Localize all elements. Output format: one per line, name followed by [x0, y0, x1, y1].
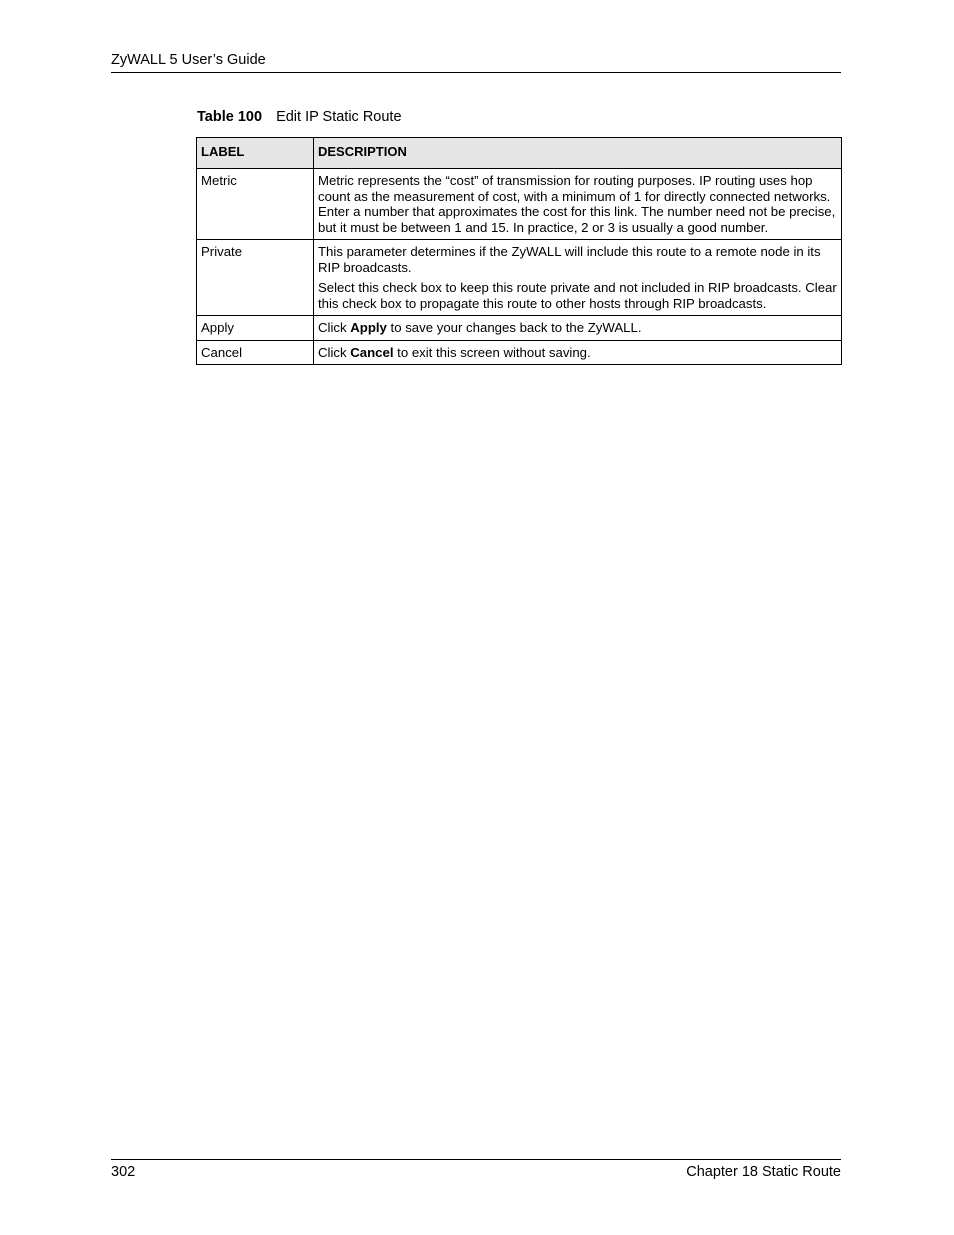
- description-bold-term: Apply: [350, 320, 387, 335]
- table-title: Edit IP Static Route: [276, 109, 402, 125]
- description-text: to save your changes back to the ZyWALL.: [386, 320, 642, 335]
- description-paragraph: [318, 280, 837, 311]
- table-row: [197, 316, 842, 341]
- table-row: [197, 340, 842, 365]
- document-title: ZyWALL 5 User’s Guide: [111, 52, 266, 68]
- description-text: This parameter determines if the ZyWALL will include this route to a remote node in its RIP broadcasts.: [318, 244, 821, 275]
- page-number: 302: [111, 1164, 136, 1180]
- page-footer: [111, 1159, 841, 1181]
- description-paragraph: [318, 345, 837, 361]
- table-row: [197, 240, 842, 316]
- description-bold-term: Cancel: [350, 344, 394, 360]
- row-label: Private: [197, 240, 314, 316]
- chapter-title: Chapter 18 Static Route: [686, 1164, 841, 1180]
- description-text: Click: [318, 344, 351, 360]
- row-description: [314, 240, 842, 316]
- table-number: Table 100: [197, 109, 263, 125]
- row-label: Cancel: [197, 340, 314, 365]
- description-paragraph: [318, 320, 837, 336]
- table-row: [197, 169, 842, 240]
- column-header-label: LABEL: [197, 138, 314, 169]
- row-label: Apply: [197, 316, 314, 341]
- description-table: [196, 137, 842, 365]
- description-paragraph: [318, 244, 837, 275]
- table-header-row: [197, 138, 842, 169]
- column-header-description: DESCRIPTION: [314, 138, 842, 169]
- row-label: Metric: [197, 169, 314, 240]
- row-description: [314, 169, 842, 240]
- description-text: to exit this screen without saving.: [393, 344, 591, 360]
- row-description: [314, 316, 842, 341]
- row-description: [314, 340, 842, 365]
- description-paragraph: [318, 173, 837, 235]
- description-text: Select this check box to keep this route private and not included in RIP broadcasts. Clear this check box to propagate this route to other hosts through RIP broadcasts.: [318, 280, 837, 311]
- description-text: Metric represents the “cost” of transmission for routing purposes. IP routing uses hop count as the measurement of cost, with a minimum of 1 for directly connected networks. Enter a number that approximates the cost for this link. The number need not be precise, but it must be between 1 and 15. In practice, 2 or 3 is usually a good number.: [318, 173, 836, 235]
- table-caption: [197, 108, 402, 126]
- page-header: [111, 51, 841, 73]
- description-text: Click: [318, 320, 351, 335]
